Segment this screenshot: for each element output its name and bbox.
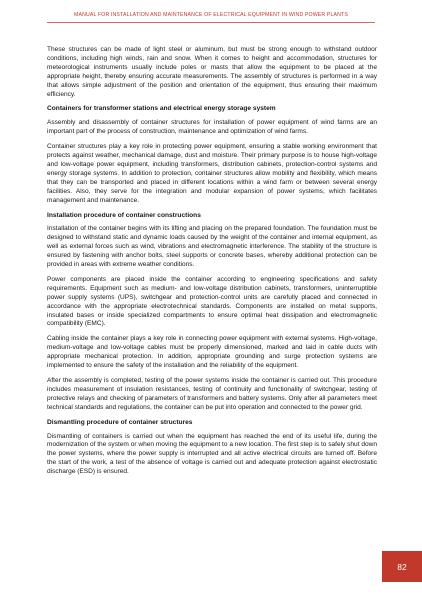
page-number: 82 — [397, 561, 407, 572]
page-number-badge — [382, 551, 422, 582]
body-paragraph: Assembly and disassembly of container structures for installation of power equipment of wind farms are an important part of the process of construction, maintenance and optimization of wind farms. — [47, 119, 377, 136]
body-paragraph: Cabling inside the container plays a key role in connecting power equipment with external systems. High-voltage, medium-voltage and low-voltage cables must be properly dimensioned, marked and laid in cable ducts with appropriate mechanical protection. In addition, appropriate grounding and surge protection systems are implemented to ensure the safety of the installation and the reliability of the equipment. — [47, 335, 377, 370]
header-divider — [47, 22, 375, 23]
section-heading-containers: Containers for transformer stations and electrical energy storage system — [47, 105, 276, 113]
body-paragraph: Power components are placed inside the container according to engineering specifications and safety requirements. Equipment such as medium- and low-voltage distribution cabinets, transformers, uninterruptible power supply systems (UPS), switchgear and protection-control units are carefully placed and connected in accordance with the appropriate electrotechnical standards. Components are installed on metal supports, insulated bases or inside specialized compartments to ensure optimal heat dissipation and electromagnetic compatibility (EMC). — [47, 275, 377, 328]
body-paragraph: Installation of the container begins with its lifting and placing on the prepared foundation. The foundation must be designed to withstand static and dynamic loads caused by the weight of the container and internal equipment, as well as external forces such as wind, vibrations and electromagnetic interference. The stability of the structure is ensured by fastening with anchor bolts, steel supports or concrete bases, whereby additional protection can be provided in areas with extreme weather conditions. — [47, 225, 377, 269]
page-content — [47, 46, 377, 483]
section-heading-dismantling: Dismantling procedure of container structures — [47, 418, 193, 426]
body-paragraph: After the assembly is completed, testing of the power systems inside the container is carried out. This procedure includes measurement of insulation resistances, testing of continuity and functionality of switchgear, testing of protective relays and checking of parameters of transformers and battery systems. Only after all parameters meet technical standards and regulations, the container can be put into operation and connected to the power grid. — [47, 377, 377, 411]
body-paragraph: Container structures play a key role in protecting power equipment, ensuring a stable working environment that protects against weather, mechanical damage, dust and moisture. Their primary purpose is to house high-voltage and low-voltage power equipment, including transformers, distribution cabinets, protection-control systems and energy storage systems. In addition to protection, container structures allow mobility and flexibility, which means that they can be transported and placed in different locations within a wind farm or between several energy facilities. Also, they serve for the integration and modular expansion of power systems, which facilitates management and maintenance. — [47, 143, 377, 204]
body-paragraph: Dismantling of containers is carried out when the equipment has reached the end of its useful life, during the modernization of the system or when moving the equipment to a new location. The first step is to safely shut down the power systems, where the power supply is interrupted and all active electrical circuits are turned off. Before the start of the work, a test of the absence of voltage is carried out and adequate protection against electrostatic discharge (ESD) is ensured. — [47, 432, 377, 476]
body-paragraph: These structures can be made of light steel or aluminum, but must be strong enough to withstand outdoor conditions, including high winds, rain and snow. When it comes to height and accommodation, structures for meteorological instruments usually include poles or masts that allow the equipment to be placed at the appropriate height, thereby ensuring accurate measurements. The assembly of structures is performed in a way that allows simple adjustment of the position and orientation of the equipment, thus ensuring their maximum efficiency. — [47, 46, 377, 98]
section-heading-installation: Installation procedure of container constructions — [47, 211, 201, 219]
running-header: MANUAL FOR INSTALLATION AND MAINTENANCE OF ELECTRICAL EQUIPMENT IN WIND POWER PLANTS — [74, 12, 348, 18]
